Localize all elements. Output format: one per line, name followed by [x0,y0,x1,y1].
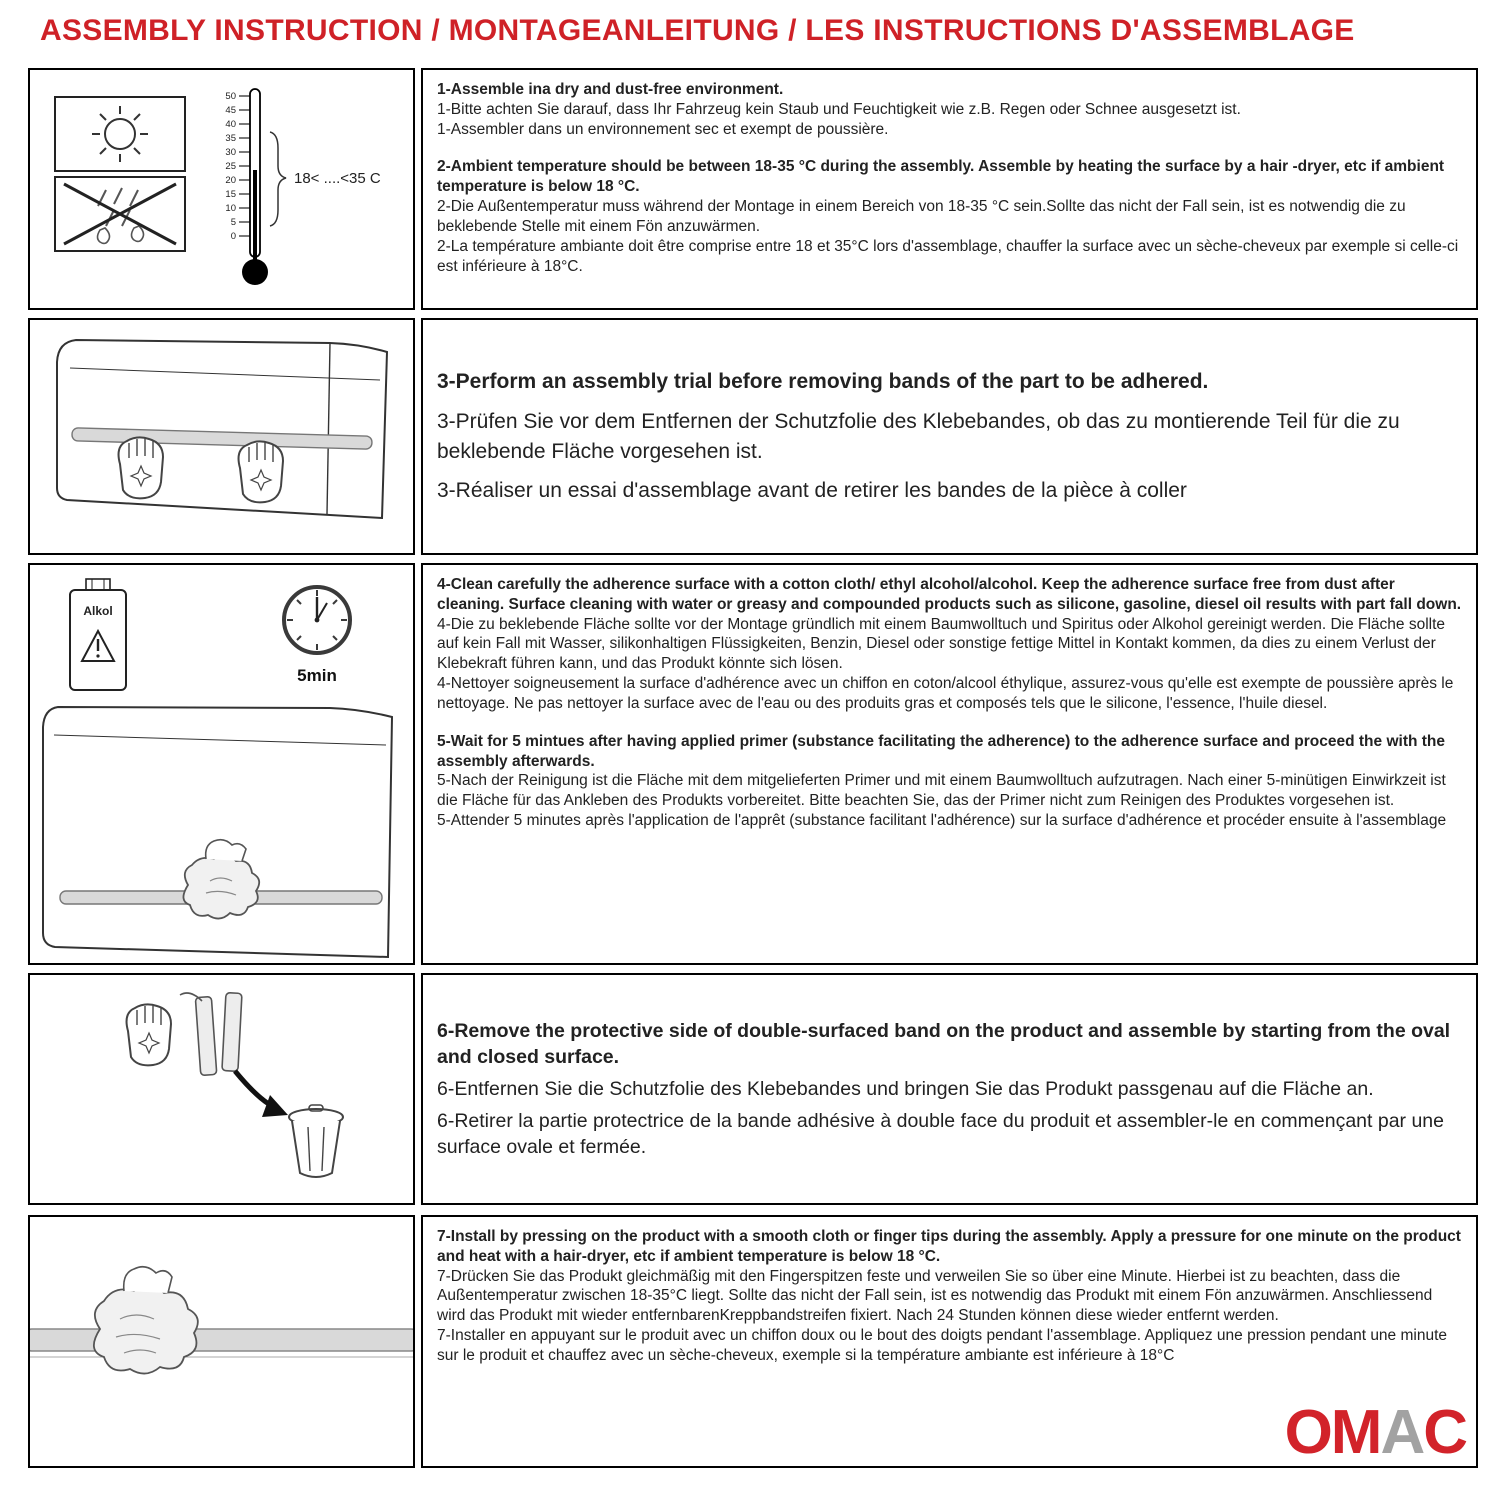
svg-text:15: 15 [225,189,236,200]
svg-text:0: 0 [230,231,236,242]
cleaning-panel-illustration [30,695,413,965]
sun-icon [56,98,184,170]
step6-fr: 6-Retirer la partie protectrice de la bande adhésive à double face du produit et assembler-le en commençant par une surface ovale et fermée. [437,1110,1445,1159]
step2-de: 2-Die Außentemperatur muss während der Montage in einem Bereich von 18-35 °C sein.Sollte das nicht der Fall sein, ist es notwendig die zu beklebende Stelle mit einem Fön anzuwärmen. [437,198,1406,235]
step6-en: 6-Remove the protective side of double-surfaced band on the product and assemble by starting from the oval and closed surface. [437,1019,1451,1068]
trial-illustration-box [28,318,415,555]
thermometer-wrap [198,82,410,305]
logo-c: C [1423,1398,1466,1467]
svg-text:30: 30 [225,147,236,158]
thermometer-icon [198,82,410,300]
section-remove-band [28,973,1478,1205]
environment-illustration-box [28,68,415,310]
svg-text:50: 50 [225,91,236,102]
step5-fr: 5-Attender 5 minutes après l'application de l'apprêt (substance facilitant l'adhérence) sur la surface d'adhérence et procéder ensuite à l'assemblage [437,812,1447,830]
step7-fr: 7-Installer en appuyant sur le produit avec un chiffon doux ou le bout des doigts pendant l'assemblage. Appliquez une pression pendant une minute sur le produit et chauffez avec un sèche-cheveux, exemple si la température ambiante est inférieure à 18°C [437,1327,1448,1364]
alcohol-bottle-wrap [60,577,138,698]
clock-icon [278,581,356,659]
section-assembly-trial [28,318,1478,555]
step1-en: 1-Assemble ina dry and dust-free environment. [437,81,784,98]
step7-en: 7-Install by pressing on the product with a smooth cloth or finger tips during the assembly. Apply a pressure for one minute on the product and heat with a hair-dryer, etc if ambient temperature is below 18 °C. [437,1228,1461,1265]
peeling-hand-icon [127,1004,171,1065]
temperature-range-label: 18< ....<35 C [294,170,381,187]
bottle-label: Alkol [83,604,113,618]
remove-band-text-box [421,973,1478,1205]
section-press-install [28,1215,1478,1468]
clean-primer-text-box [421,563,1478,965]
svg-text:35: 35 [225,133,236,144]
svg-text:45: 45 [225,105,236,116]
remove-band-illustration-box [28,973,415,1205]
step4-en: 4-Clean carefully the adherence surface with a cotton cloth/ ethyl alcohol/alcohol. Keep the adherence surface free from dust after cleaning. Surface cleaning with water or greasy and compounded products such as silicone, gasoline, diesel oil results with part fall down. [437,576,1462,613]
svg-text:25: 25 [225,161,236,172]
step1-de: 1-Bitte achten Sie darauf, dass Ihr Fahrzeug kein Staub und Feuchtigkeit wie z.B. Regen oder Schnee ausgesetzt ist. [437,100,1241,118]
svg-text:20: 20 [225,175,236,186]
right-hand-icon [239,441,283,502]
brace-glyph [270,132,286,226]
wait-clock-wrap [278,581,356,686]
press-illustration-box [28,1215,415,1468]
section-environment-temperature [28,68,1478,310]
environment-text-box [421,68,1478,310]
step3-en: 3-Perform an assembly trial before removing bands of the part to be adhered. [437,369,1209,393]
svg-text:5: 5 [230,217,236,228]
step5-en: 5-Wait for 5 mintues after having applied primer (substance facilitating the adherence) to the adherence surface and proceed the with the assembly afterwards. [437,732,1445,770]
step2-en: 2-Ambient temperature should be between 18-35 °C during the assembly. Assemble by heating the surface by a hair -dryer, etc if ambient temperature is below 18 °C. [437,158,1445,196]
peel-band-illustration [30,975,413,1203]
no-rain-frame [54,176,186,252]
step4-de: 4-Die zu beklebende Fläche sollte vor der Montage gründlich mit einem Baumwolltuch und Spiritus oder Alkohol gereinigt werden. Die Fläche sollte auf kein Fall mit Wasser, silikonhaltigen Flüssigkeiten, Benzin, Diesel oder sonstige fettige Mittel in Kontakt kommen, da dies zu einem Verlust der Klebekraft führen kann, und das Produkt könnte sich lösen. [437,615,1446,673]
step1-fr: 1-Assembler dans un environnement sec et exempt de poussière. [437,120,889,138]
step2-fr: 2-La température ambiante doit être comprise entre 18 et 35°C lors d'assemblage, chauffer la surface avec un sèche-cheveux par exemple si celle-ci est inférieure à 18°C. [437,237,1459,275]
press-cloth-illustration [30,1217,413,1466]
section-clean-primer [28,563,1478,965]
press-text-box [421,1215,1478,1468]
svg-text:10: 10 [225,203,236,214]
trial-text-box [421,318,1478,555]
step3-de: 3-Prüfen Sie vor dem Entfernen der Schutzfolie des Klebebandes, ob das zu montierende Teil für die zu beklebende Fläche vorgesehen ist. [437,409,1400,463]
clean-illustration-box [28,563,415,965]
sun-frame [54,96,186,172]
logo-om: OM [1284,1398,1381,1467]
omac-logo [1284,1398,1466,1467]
step4-fr: 4-Nettoyer soigneusement la surface d'adhérence avec un chiffon en coton/alcool éthylique, assurez-vous qu'elle est exempte de poussière après le nettoyage. Ne pas nettoyer la surface avec de l'eau ou des produits gras et composés tels que le silicone, l'essence, l'huile diesel. [437,675,1454,712]
logo-a: A [1380,1398,1424,1467]
step7-de: 7-Drücken Sie das Produkt gleichmäßig mit den Fingerspitzen feste und verweilen Sie so über eine Minute. Hierbei ist zu beachten, dass die Außentemperatur zwischen 18-35°C liegt. Sollte das nicht der Fall sein, ist es notwendig das Produkt mit einem Fön anzuwärmen. Anschliessend wird das Produkt mit wieder entfernbarenKreppbandstreifen fixiert. Nach 24 Stunden können diese wieder entfernt werden. [437,1267,1433,1325]
page-title: ASSEMBLY INSTRUCTION / MONTAGEANLEITUNG / LES INSTRUCTIONS D'ASSEMBLAGE [40,14,1355,47]
wait-duration-label: 5min [297,666,337,685]
pressing-hand-cloth-icon [94,1267,198,1374]
step6-de: 6-Entfernen Sie die Schutzfolie des Klebebandes und bringen Sie das Produkt passgenau auf die Fläche an. [437,1077,1374,1100]
cleaning-hand-cloth-icon [183,840,259,919]
car-panel-trial-illustration [30,320,413,553]
alcohol-bottle-icon [60,577,138,693]
left-hand-icon [119,437,163,498]
svg-text:40: 40 [225,119,236,130]
arrow-head [262,1095,288,1117]
step3-fr: 3-Réaliser un essai d'assemblage avant de retirer les bandes de la pièce à coller [437,479,1187,503]
trash-can-icon [289,1105,343,1177]
step5-de: 5-Nach der Reinigung ist die Fläche mit dem mitgelieferten Primer und mit einem Baumwolltuch aufzutragen. Nach einer 5-minütigen Einwirkzeit ist die Fläche für das Ankleben des Produkts vorbereitet. Bitte beachten Sie, das der Primer nicht zum Reinigen des Produktes vorgesehen ist. [437,772,1446,810]
no-rain-icon [56,178,184,250]
